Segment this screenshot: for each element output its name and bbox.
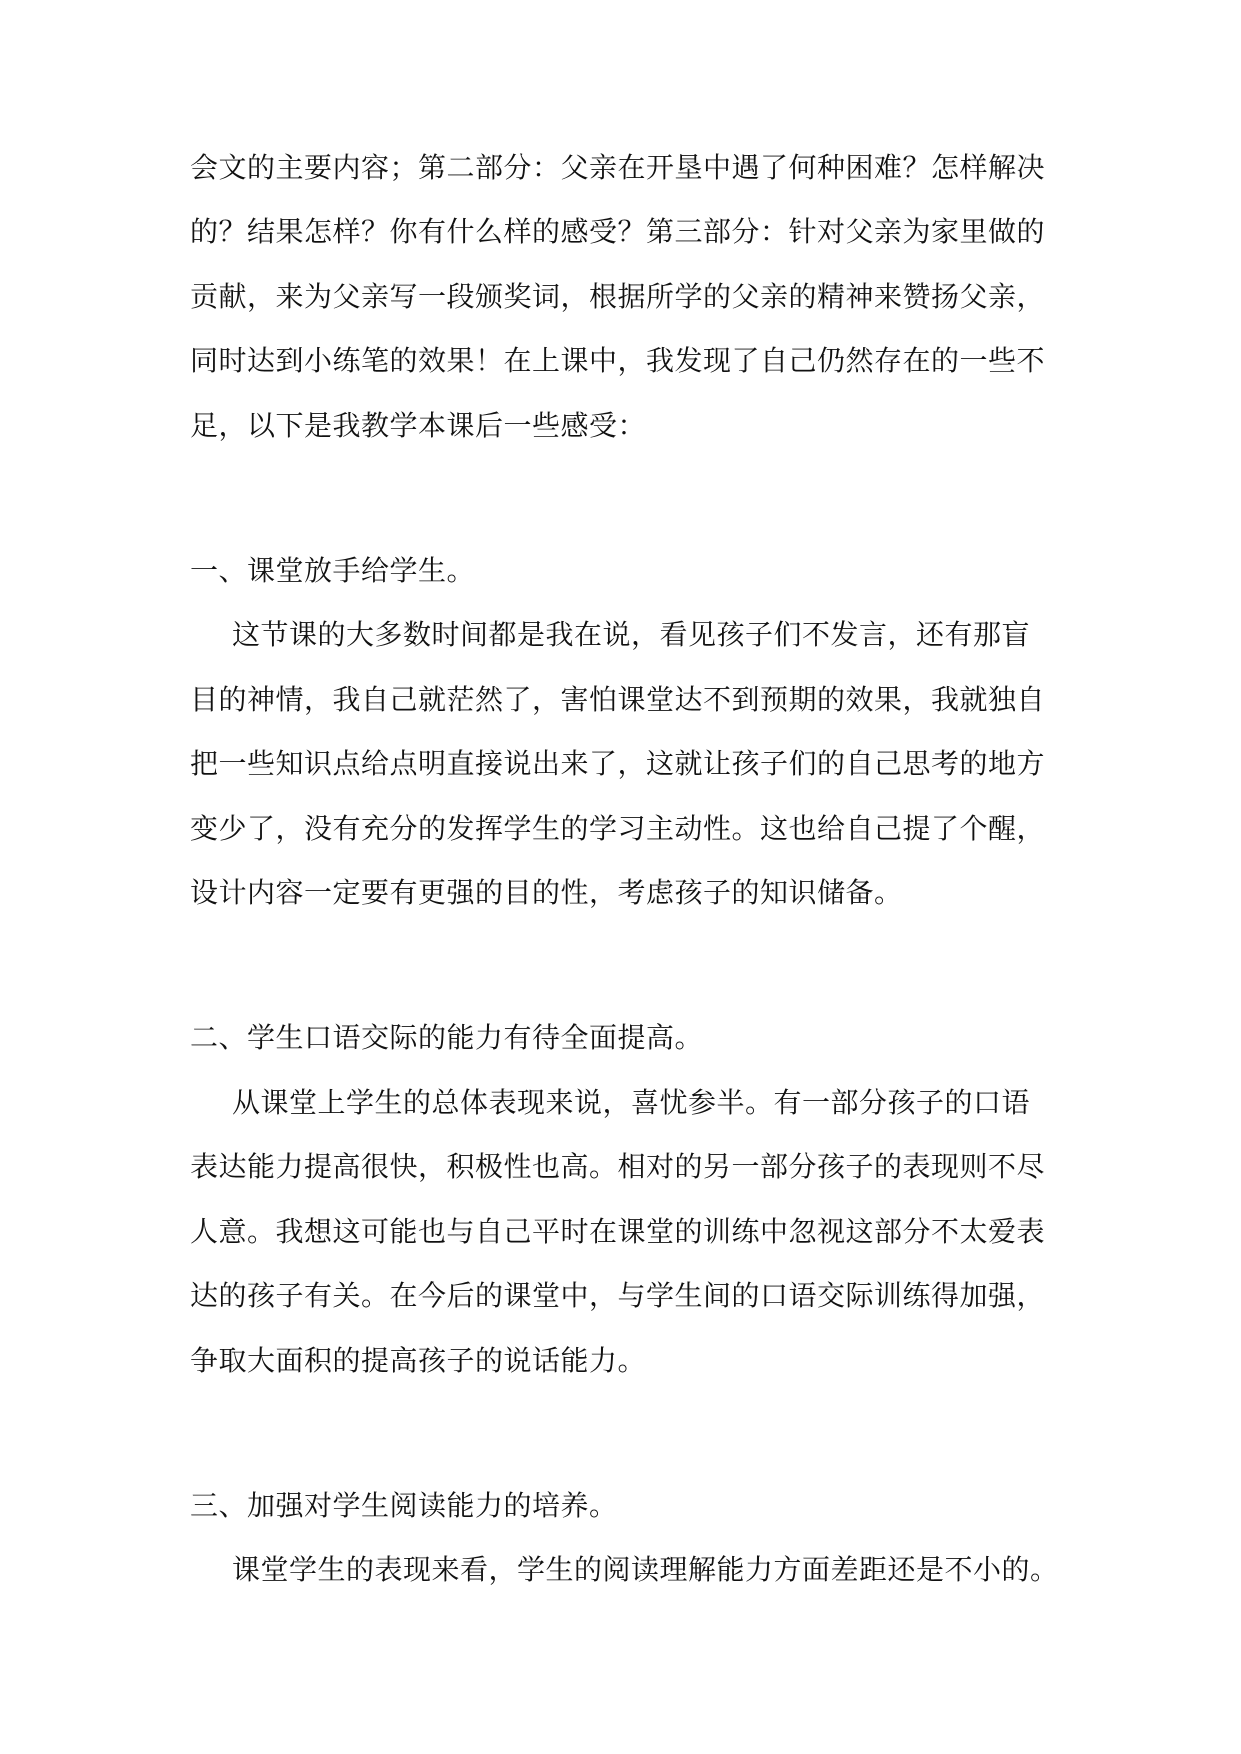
paragraph-line: 变少了，没有充分的发挥学生的学习主动性。这也给自己提了个醒， xyxy=(190,812,1046,845)
paragraph-line: 的？结果怎样？你有什么样的感受？第三部分：针对父亲为家里做的 xyxy=(190,215,1046,248)
paragraph-line: 设计内容一定要有更强的目的性，考虑孩子的知识储备。 xyxy=(190,876,903,909)
paragraph-line: 表达能力提高很快，积极性也高。相对的另一部分孩子的表现则不尽 xyxy=(190,1150,1046,1183)
paragraph-line: 争取大面积的提高孩子的说话能力。 xyxy=(190,1344,647,1377)
section-heading: 二、学生口语交际的能力有待全面提高。 xyxy=(190,1021,704,1054)
paragraph-line: 贡献，来为父亲写一段颁奖词，根据所学的父亲的精神来赞扬父亲， xyxy=(190,280,1046,313)
paragraph-line: 这节课的大多数时间都是我在说，看见孩子们不发言，还有那盲 xyxy=(232,618,1031,651)
section-heading: 一、课堂放手给学生。 xyxy=(190,554,476,587)
paragraph-line: 从课堂上学生的总体表现来说，喜忧参半。有一部分孩子的口语 xyxy=(232,1086,1031,1119)
paragraph-line: 会文的主要内容；第二部分：父亲在开垦中遇了何种困难？怎样解决 xyxy=(190,151,1046,184)
paragraph-line: 足，以下是我教学本课后一些感受： xyxy=(190,409,647,442)
paragraph-line: 把一些知识点给点明直接说出来了，这就让孩子们的自己思考的地方 xyxy=(190,747,1046,780)
paragraph-line: 人意。我想这可能也与自己平时在课堂的训练中忽视这部分不太爱表 xyxy=(190,1215,1046,1248)
paragraph-line: 课堂学生的表现来看，学生的阅读理解能力方面差距还是不小的。 xyxy=(232,1553,1059,1586)
paragraph-line: 目的神情，我自己就茫然了，害怕课堂达不到预期的效果，我就独自 xyxy=(190,683,1046,716)
section-heading: 三、加强对学生阅读能力的培养。 xyxy=(190,1489,618,1522)
paragraph-line: 同时达到小练笔的效果！在上课中，我发现了自己仍然存在的一些不 xyxy=(190,344,1046,377)
paragraph-line: 达的孩子有关。在今后的课堂中，与学生间的口语交际训练得加强， xyxy=(190,1279,1046,1312)
